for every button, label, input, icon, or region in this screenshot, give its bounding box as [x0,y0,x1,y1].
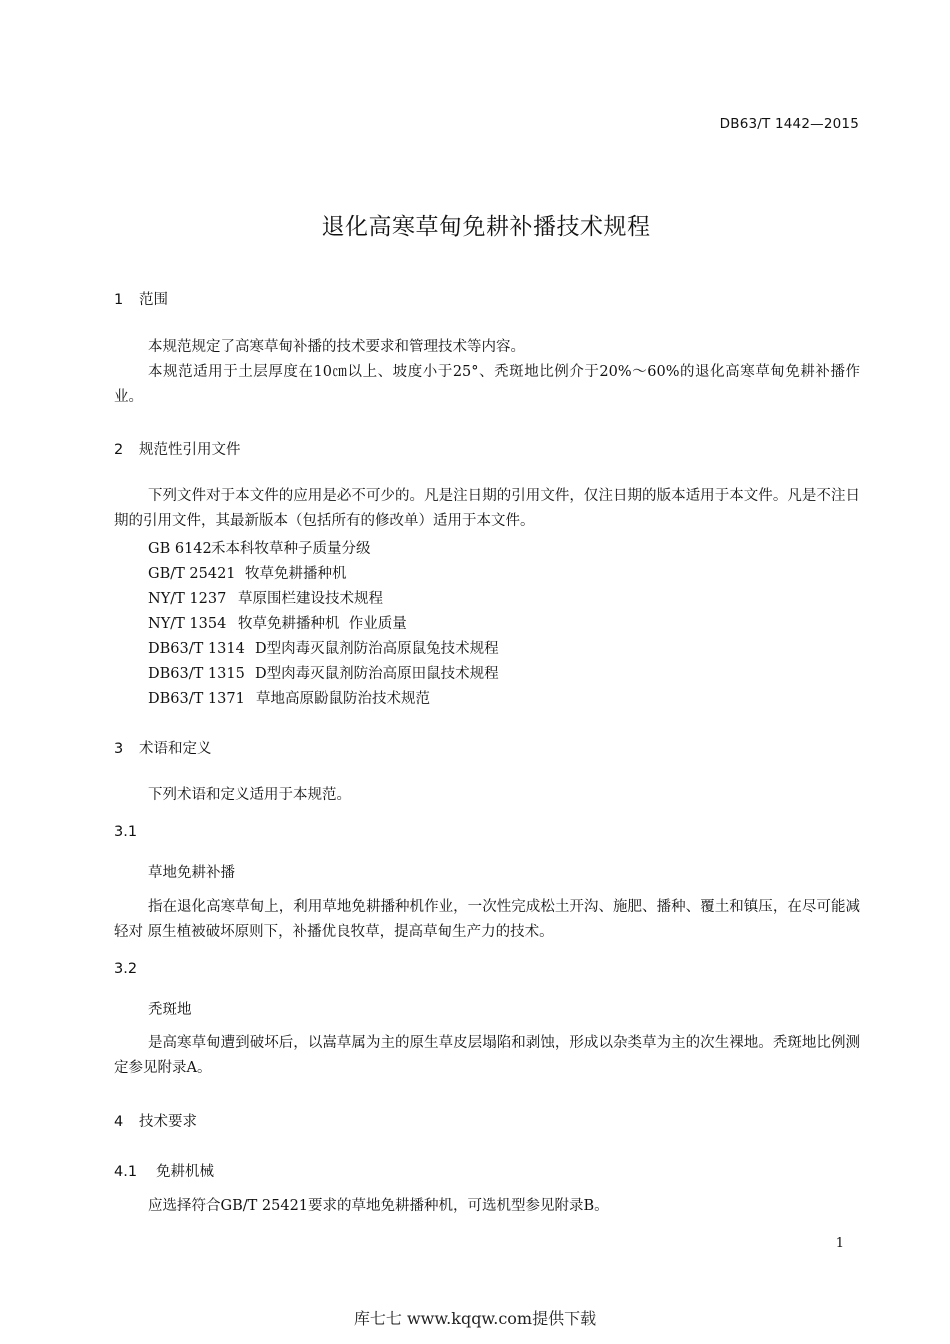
reference-item [148,662,499,683]
subsection-title: 免耕机械 [156,1164,214,1180]
document-code: DB63/T 1442—2015 [719,116,859,132]
reference-code: DB63/T 1315 [148,666,245,682]
section-3-paragraph-1: 下列术语和定义适用于本规范。 [148,787,351,803]
reference-name: 禾本科牧草种子质量分级 [211,541,371,557]
section-number: 1 [114,292,124,308]
reference-code: NY/T 1237 [148,591,227,607]
subsection-number: 4.1 [114,1164,138,1180]
reference-code: DB63/T 1371 [148,691,245,707]
reference-item [148,612,407,633]
reference-name: 草地高原鼢鼠防治技术规范 [256,691,430,707]
section-title: 范围 [139,292,168,308]
reference-item [148,537,371,558]
reference-item [148,587,383,608]
section-1-heading [114,288,168,309]
reference-code: GB/T 25421 [148,566,236,582]
section-1-paragraph-1: 本规范规定了高寒草甸补播的技术要求和管理技术等内容。 [148,339,525,355]
reference-name: 牧草免耕播种机 作业质量 [238,616,407,632]
reference-item [148,637,499,658]
reference-code: GB 6142 [148,541,212,557]
page-number: 1 [835,1236,844,1251]
term-definition: 是高寒草甸遭到破坏后，以嵩草属为主的原生草皮层塌陷和剥蚀，形成以杂类草为主的次生裸地。秃斑地比例测定参见附录A。 [114,1035,860,1076]
term-definition: 指在退化高寒草甸上，利用草地免耕播种机作业，一次性完成松土开沟、施肥、播种、覆土和镇压，在尽可能减轻对 原生植被破坏原则下，补播优良牧草，提高草甸生产力的技术。 [114,899,860,940]
section-title: 术语和定义 [139,741,212,757]
reference-item [148,562,347,583]
subsection-4-1-heading [114,1160,214,1181]
download-footer: 库七七 www.kqqw.com提供下载 [353,1309,597,1328]
section-title: 规范性引用文件 [139,442,241,458]
term-name: 秃斑地 [148,1002,192,1018]
section-3-heading [114,737,212,758]
term-number: 3.2 [114,961,138,977]
section-number: 2 [114,442,124,458]
term-name: 草地免耕补播 [148,865,235,881]
section-2-paragraph-1: 下列文件对于本文件的应用是必不可少的。凡是注日期的引用文件，仅注日期的版本适用于本文件。凡是不注日期的引用文件，其最新版本（包括所有的修改单）适用于本文件。 [114,488,860,529]
section-number: 4 [114,1114,124,1130]
subsection-4-1-paragraph: 应选择符合GB/T 25421要求的草地免耕播种机，可选机型参见附录B。 [148,1198,609,1214]
reference-item [148,687,430,708]
section-2-heading [114,438,241,459]
reference-code: DB63/T 1314 [148,641,245,657]
reference-name: D型肉毒灭鼠剂防治高原田鼠技术规程 [255,666,499,682]
section-number: 3 [114,741,124,757]
reference-name: 牧草免耕播种机 [245,566,347,582]
reference-code: NY/T 1354 [148,616,227,632]
document-title: 退化高寒草甸免耕补播技术规程 [321,214,651,240]
reference-name: 草原围栏建设技术规程 [238,591,383,607]
reference-name: D型肉毒灭鼠剂防治高原鼠兔技术规程 [255,641,499,657]
section-1-paragraph-2: 本规范适用于土层厚度在10㎝以上、坡度小于25°、秃斑地比例介于20%～60%的退化高寒草甸免耕补播作业。 [114,364,860,405]
section-4-heading [114,1110,197,1131]
term-number: 3.1 [114,824,138,840]
section-title: 技术要求 [139,1114,197,1130]
